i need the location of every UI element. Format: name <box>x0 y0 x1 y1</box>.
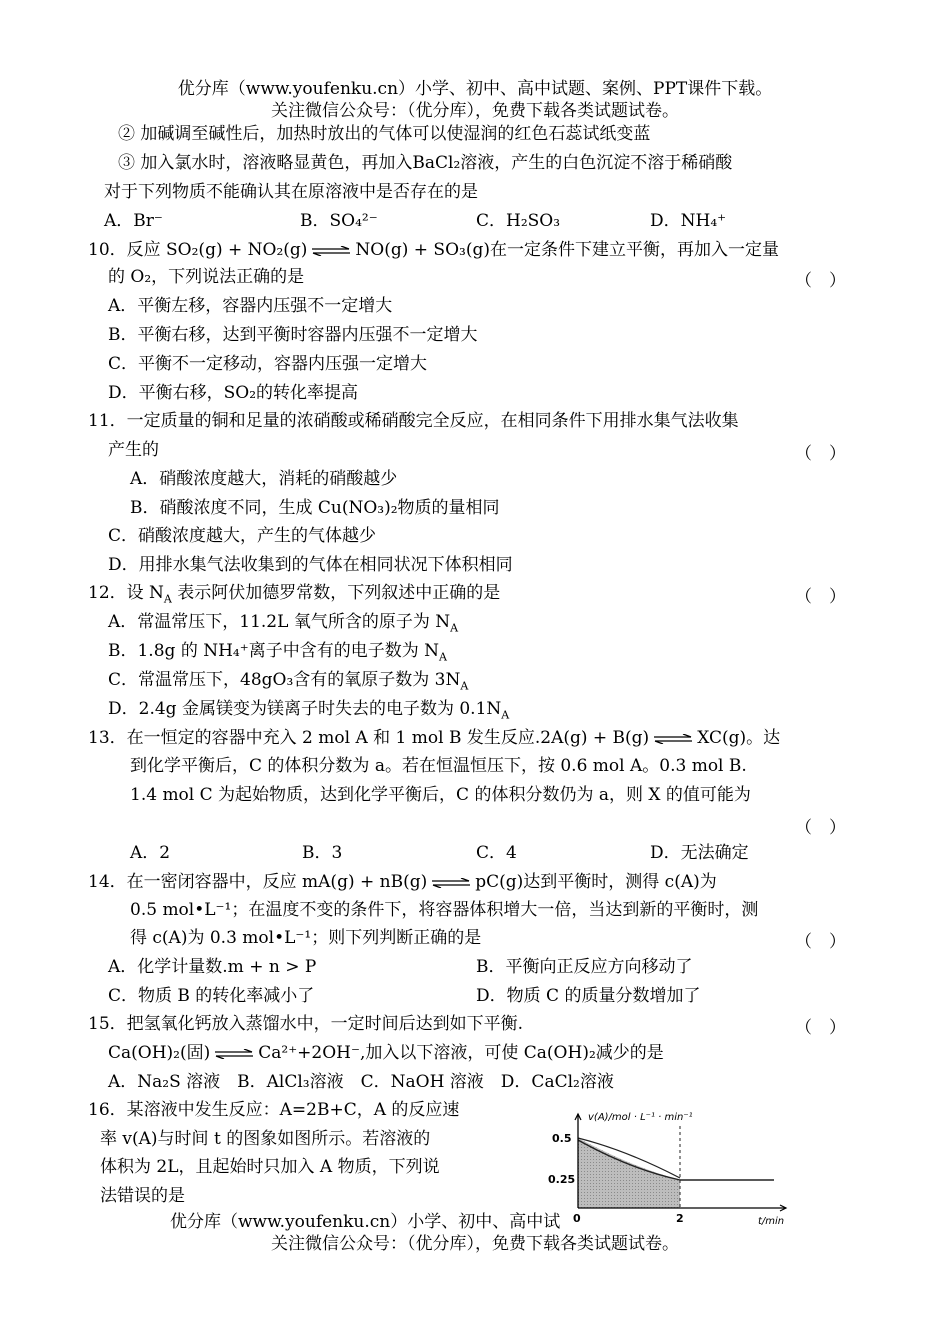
x-tick-2: 2 <box>676 1212 684 1225</box>
q14-option-b: B．平衡向正反应方向移动了 <box>476 957 693 977</box>
q12-option-b: B．1.8g 的 NH₄⁺离子中含有的电子数为 $N_A$ <box>108 641 447 664</box>
q14-stem-part-b: pC(g)达到平衡时，测得 c(A)为 <box>475 872 717 892</box>
q14-option-d: D．物质 C 的质量分数增加了 <box>476 986 701 1006</box>
q9-condition-3: ③ 加入氯水时，溶液略显黄色，再加入BaCl₂溶液，产生的白色沉淀不溶于稀硝酸 <box>118 153 733 173</box>
q11-option-b: B．硝酸浓度不同，生成 Cu(NO₃)₂物质的量相同 <box>130 498 500 518</box>
q11-option-c: C．硝酸浓度越大，产生的气体越少 <box>108 526 377 546</box>
q15-equation-right: Ca²⁺+2OH⁻,加入以下溶液，可使 Ca(OH)₂减少的是 <box>258 1043 664 1063</box>
q10-option-c: C．平衡不一定移动，容器内压强一定增大 <box>108 354 428 374</box>
q14-stem-line-1 <box>88 871 717 893</box>
q13-answer-paren: （ ） <box>795 818 846 838</box>
x-tick-0: 0 <box>573 1212 581 1225</box>
q15-equation-left: Ca(OH)₂(固) <box>108 1043 211 1063</box>
q14-option-a: A．化学计量数.m + n > P <box>108 957 317 977</box>
q14-stem-line-2: 0.5 mol•L⁻¹；在温度不变的条件下，将容器体积增大一倍，当达到新的平衡时，测 <box>130 900 759 920</box>
y-axis-label: v(A)/mol · L⁻¹ · min⁻¹ <box>588 1112 693 1123</box>
equilibrium-arrow-icon <box>431 878 471 888</box>
q10-option-a: A．平衡左移，容器内压强不一定增大 <box>108 296 393 316</box>
q10-stem <box>88 239 779 261</box>
q12-option-d: D．2.4g 金属镁变为镁离子时失去的电子数为 $0.1N_A$ <box>108 699 510 722</box>
equilibrium-arrow-icon <box>214 1049 254 1059</box>
q13-stem-part-a: 13．在一恒定的容器中充入 2 mol A 和 1 mol B 发生反应.2A(g) + B(g) <box>88 728 650 748</box>
q16-stem-line-1: 16．某溶液中发生反应：A=2B+C，A 的反应速 <box>88 1100 460 1120</box>
q11-answer-paren: （ ） <box>795 444 846 464</box>
equilibrium-arrow-icon <box>653 734 693 744</box>
q13-option-c: C．4 <box>476 843 517 863</box>
q13-option-a: A．2 <box>130 843 171 863</box>
q14-stem-part-a: 14．在一密闭容器中，反应 mA(g) + nB(g) <box>88 872 428 892</box>
q10-option-b: B．平衡右移，达到平衡时容器内压强不一定增大 <box>108 325 478 345</box>
q9-option-b: B．SO₄²⁻ <box>300 211 378 231</box>
q13-stem-line-3: 1.4 mol C 为起始物质，达到化学平衡后，C 的体积分数仍为 a，则 X 的值可能为 <box>130 785 751 805</box>
header-line-2: 关注微信公众号：（优分库），免费下载各类试题试卷。 <box>271 101 679 121</box>
y-tick-0.25: 0.25 <box>548 1173 576 1186</box>
y-tick-0.5: 0.5 <box>552 1132 572 1145</box>
q9-option-a: A．Br⁻ <box>104 211 163 231</box>
q13-option-d: D．无法确定 <box>650 843 749 863</box>
footer-line-1: 优分库（www.youfenku.cn）小学、初中、高中试 <box>170 1212 561 1232</box>
q11-option-d: D．用排水集气法收集到的气体在相同状况下体积相同 <box>108 555 513 575</box>
q12-answer-paren: （ ） <box>795 587 846 607</box>
q16-stem-line-4: 法错误的是 <box>100 1186 185 1206</box>
header-line-1: 优分库（www.youfenku.cn）小学、初中、高中试题、案例、PPT课件下载。 <box>177 79 773 99</box>
q14-option-c: C．物质 B 的转化率减小了 <box>108 986 315 1006</box>
equilibrium-arrow-icon <box>311 246 351 256</box>
q12-option-c: C．常温常压下，48gO₃含有的氧原子数为 $3N_A$ <box>108 670 469 693</box>
q16-stem-line-3: 体积为 2L，且起始时只加入 A 物质，下列说 <box>100 1157 440 1177</box>
q13-stem-part-b: XC(g)。达 <box>697 728 781 748</box>
q12-option-a: A．常温常压下，11.2L 氧气所含的原子为 $N_A$ <box>108 612 459 635</box>
q16-stem-line-2: 率 v(A)与时间 t 的图象如图所示。若溶液的 <box>100 1129 431 1149</box>
q10-stem-part-b: NO(g) + SO₃(g)在一定条件下建立平衡，再加入一定量 <box>355 240 779 260</box>
q11-stem-line-2: 产生的 <box>108 440 159 460</box>
q15-equation <box>108 1042 664 1064</box>
q9-ask: 对于下列物质不能确认其在原溶液中是否存在的是 <box>104 182 478 202</box>
q13-stem-line-2: 到化学平衡后，C 的体积分数为 a。若在恒温恒压下，按 0.6 mol A。0.3 mol B. <box>130 756 747 776</box>
q10-option-d: D．平衡右移，SO₂的转化率提高 <box>108 383 359 403</box>
q15-stem-line-1: 15．把氢氧化钙放入蒸馏水中，一定时间后达到如下平衡. <box>88 1014 524 1034</box>
q15-answer-paren: （ ） <box>795 1018 846 1038</box>
q9-option-d: D．NH₄⁺ <box>650 211 727 231</box>
q14-answer-paren: （ ） <box>795 932 846 952</box>
q15-options: A．Na₂S 溶液 B．AlCl₃溶液 C．NaOH 溶液 D．CaCl₂溶液 <box>108 1072 614 1092</box>
q10-answer-paren: （ ） <box>795 271 846 291</box>
rate-time-graph <box>548 1108 798 1232</box>
x-axis-label: t/min <box>758 1216 785 1227</box>
q11-option-a: A．硝酸浓度越大，消耗的硝酸越少 <box>130 469 398 489</box>
footer-line-2: 关注微信公众号：（优分库），免费下载各类试题试卷。 <box>271 1234 679 1254</box>
q14-stem-line-3: 得 c(A)为 0.3 mol•L⁻¹；则下列判断正确的是 <box>130 928 482 948</box>
q9-option-c: C．H₂SO₃ <box>476 211 561 231</box>
q9-condition-2: ② 加碱调至碱性后，加热时放出的气体可以使湿润的红色石蕊试纸变蓝 <box>118 124 651 144</box>
q10-stem-line-2: 的 O₂，下列说法正确的是 <box>108 267 305 287</box>
q12-stem: 12．设 $N_A$ 表示阿伏加德罗常数，下列叙述中正确的是 <box>88 583 501 606</box>
q13-stem-line-1 <box>88 727 780 749</box>
q11-stem-line-1: 11．一定质量的铜和足量的浓硝酸或稀硝酸完全反应，在相同条件下用排水集气法收集 <box>88 411 739 431</box>
q13-option-b: B．3 <box>302 843 343 863</box>
q10-stem-part-a: 10．反应 SO₂(g) + NO₂(g) <box>88 240 308 260</box>
